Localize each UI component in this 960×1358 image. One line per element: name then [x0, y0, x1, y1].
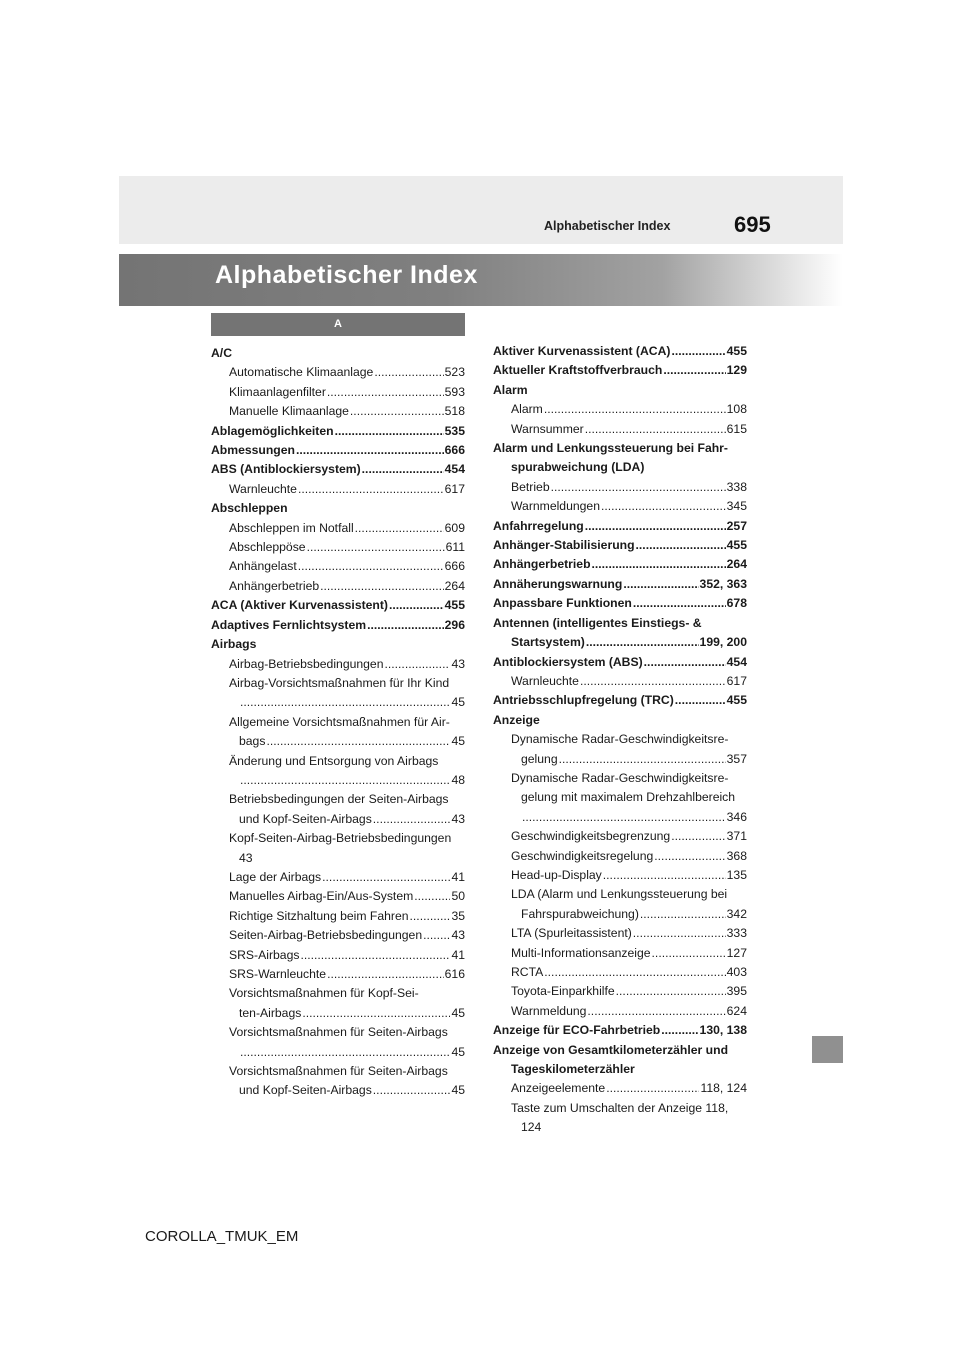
dot-leader — [296, 441, 444, 460]
dot-leader — [616, 982, 726, 1001]
entry-term: Fahrspurabweichung) — [521, 906, 639, 921]
index-entry — [493, 963, 747, 982]
entry-term: Anpassbare Funktionen — [493, 596, 632, 611]
dot-leader — [652, 944, 726, 963]
index-entry — [211, 616, 465, 635]
entry-term: Klimaanlagenfilter — [229, 384, 326, 399]
entry-page-number: 455 — [726, 693, 747, 708]
entry-term: ACA (Aktiver Kurvenassistent) — [211, 598, 388, 613]
entry-page-number: 535 — [444, 423, 465, 438]
entry-term: Ablagemöglichkeiten — [211, 423, 334, 438]
entry-page-number: 48 — [451, 772, 465, 787]
index-entry — [211, 363, 465, 382]
dot-leader — [675, 691, 726, 710]
dot-leader — [327, 965, 444, 984]
entry-term: und Kopf-Seiten-Airbags — [239, 811, 372, 826]
index-entry — [493, 536, 747, 555]
entry-page-number: 50 — [451, 889, 465, 904]
entry-page-number: 135 — [726, 867, 747, 882]
entry-term: Aktueller Kraftstoffverbrauch — [493, 363, 663, 378]
entry-term: Abschleppen — [211, 501, 288, 516]
index-entry — [211, 732, 465, 751]
index-entry — [211, 422, 465, 441]
dot-leader — [580, 672, 726, 691]
dot-leader — [385, 655, 451, 674]
entry-page-number: 264 — [444, 578, 465, 593]
index-entry — [211, 441, 465, 460]
dot-leader — [601, 497, 726, 516]
dot-leader — [663, 361, 725, 380]
entry-term: Seiten-Airbag-Betriebsbedingungen — [229, 928, 423, 943]
dot-leader — [633, 594, 726, 613]
index-entry — [493, 381, 747, 400]
entry-term: Dynamische Radar-Geschwindigkeitsre- — [511, 770, 729, 785]
index-entry — [493, 555, 747, 574]
document-code: COROLLA_TMUK_EM — [145, 1228, 299, 1245]
entry-page-number: 523 — [444, 365, 465, 380]
dot-leader — [335, 422, 444, 441]
dot-leader — [423, 926, 450, 945]
entry-page-number: 352, 363 — [699, 576, 747, 591]
index-entry — [493, 944, 747, 963]
entry-term: Betriebsbedingungen der Seiten-Airbags — [229, 792, 449, 807]
index-entry — [493, 1118, 747, 1137]
dot-leader — [307, 538, 445, 557]
entry-page-number: 611 — [445, 540, 465, 555]
entry-term: ten-Airbags — [239, 1005, 302, 1020]
dot-leader — [414, 887, 450, 906]
entry-page-number: 41 — [451, 869, 465, 884]
entry-page-number: 43 — [451, 811, 465, 826]
entry-term: Betrieb — [511, 479, 550, 494]
entry-term: Taste zum Umschalten der Anzeige 118, — [511, 1100, 729, 1115]
index-entry — [211, 674, 465, 693]
dot-leader — [592, 555, 726, 574]
index-entry — [493, 458, 747, 477]
entry-page-number: 455 — [444, 598, 465, 613]
entry-term: Vorsichtsmaßnahmen für Seiten-Airbags — [229, 1025, 448, 1040]
entry-page-number: 455 — [726, 344, 747, 358]
entry-term: Anhängerbetrieb — [493, 557, 591, 572]
entry-page-number: 617 — [726, 673, 747, 688]
index-entry — [211, 460, 465, 479]
entry-term: und Kopf-Seiten-Airbags — [239, 1083, 372, 1098]
index-entry — [211, 907, 465, 926]
entry-term: gelung mit maximalem Drehzahlbereich — [521, 790, 736, 805]
index-entry — [211, 1081, 465, 1100]
entry-page-number: 371 — [726, 829, 747, 844]
dot-leader — [671, 342, 725, 361]
entry-page-number: 617 — [444, 481, 465, 496]
dot-leader — [389, 596, 444, 615]
entry-page-number: 338 — [726, 479, 747, 494]
entry-page-number: 678 — [726, 596, 747, 611]
index-entry — [211, 965, 465, 984]
dot-leader — [623, 575, 698, 594]
entry-page-number: 454 — [444, 462, 465, 477]
entry-term: spurabweichung (LDA) — [511, 460, 645, 475]
index-entry — [493, 1099, 747, 1118]
entry-term: Anhängelast — [229, 559, 297, 574]
entry-term: Allgemeine Vorsichtsmaßnahmen für Air- — [229, 714, 450, 729]
entry-page-number: 264 — [726, 557, 747, 572]
entry-page-number: 45 — [451, 1005, 465, 1020]
index-entry — [493, 711, 747, 730]
entry-page-number: 296 — [444, 617, 465, 632]
dot-leader — [544, 963, 725, 982]
dot-leader — [587, 1002, 725, 1021]
entry-term: LDA (Alarm und Lenkungssteuerung bei — [511, 887, 728, 902]
entry-term: Antennen (intelligentes Einstiegs- & — [493, 615, 702, 630]
dot-leader — [355, 519, 444, 538]
index-entry — [211, 1004, 465, 1023]
entry-page-number: 342 — [726, 906, 747, 921]
entry-page-number: 199, 200 — [699, 635, 747, 650]
entry-page-number: 368 — [726, 848, 747, 863]
entry-term: Geschwindigkeitsbegrenzung — [511, 829, 671, 844]
entry-term: 43 — [239, 850, 253, 865]
entry-term: Richtige Sitzhaltung beim Fahren — [229, 908, 409, 923]
entry-term: Head-up-Display — [511, 867, 602, 882]
index-entry — [211, 984, 465, 1003]
index-entry — [211, 810, 465, 829]
index-entry — [211, 1023, 465, 1042]
entry-term: Aktiver Kurvenassistent (ACA) — [493, 344, 671, 358]
entry-page-number: 395 — [726, 984, 747, 999]
dot-leader — [654, 847, 725, 866]
dot-leader — [522, 808, 726, 827]
entry-term: Warnleuchte — [511, 673, 579, 688]
dot-leader — [322, 868, 450, 887]
entry-term: Anzeige von Gesamtkilometerzähler und — [493, 1042, 729, 1057]
dot-leader — [671, 827, 725, 846]
entry-term: gelung — [521, 751, 558, 766]
dot-leader — [559, 750, 726, 769]
index-entry — [493, 1002, 747, 1021]
entry-term: Anzeige für ECO-Fahrbetrieb — [493, 1023, 661, 1038]
entry-page-number: 593 — [444, 384, 465, 399]
index-entry — [211, 1062, 465, 1081]
entry-term: RCTA — [511, 965, 544, 979]
entry-page-number: 127 — [726, 945, 747, 960]
entry-page-number: 43 — [451, 928, 465, 943]
entry-term: bags — [239, 734, 266, 749]
entry-term: Anfahrregelung — [493, 518, 584, 533]
entry-term: A/C — [211, 346, 232, 360]
index-entry — [211, 1043, 465, 1062]
dot-leader — [544, 400, 726, 419]
index-entry — [493, 653, 747, 672]
entry-term: Alarm und Lenkungssteuerung bei Fahr- — [493, 441, 728, 456]
index-entry — [493, 866, 747, 885]
index-entry — [211, 383, 465, 402]
index-entry — [493, 575, 747, 594]
entry-term: Vorsichtsmaßnahmen für Seiten-Airbags — [229, 1064, 448, 1079]
entry-term: Anzeige — [493, 712, 540, 727]
entry-term: Lage der Airbags — [229, 869, 322, 884]
entry-term: Abmessungen — [211, 443, 295, 458]
index-entry — [211, 480, 465, 499]
entry-page-number: 666 — [444, 559, 465, 574]
dot-leader — [585, 517, 726, 536]
index-entry — [493, 905, 747, 924]
index-entry — [493, 982, 747, 1001]
entry-page-number: 615 — [726, 421, 747, 436]
entry-term: Manuelles Airbag-Ein/Aus-System — [229, 889, 414, 904]
dot-leader — [606, 1079, 699, 1098]
index-entry — [493, 1041, 747, 1060]
entry-term: SRS-Warnleuchte — [229, 967, 327, 981]
dot-leader — [327, 383, 444, 402]
index-entry — [493, 750, 747, 769]
index-entry — [493, 342, 747, 361]
entry-term: Warnmeldungen — [511, 499, 600, 514]
index-entry — [493, 478, 747, 497]
index-entry — [211, 344, 465, 363]
dot-leader — [373, 810, 451, 829]
index-entry — [493, 633, 747, 652]
index-entry — [211, 849, 465, 868]
index-entry — [211, 596, 465, 615]
dot-leader — [302, 1004, 450, 1023]
index-entry — [493, 1079, 747, 1098]
entry-page-number: 43 — [451, 656, 465, 671]
index-entry — [493, 808, 747, 827]
dot-leader — [586, 633, 699, 652]
entry-term: Änderung und Entsorgung von Airbags — [229, 753, 439, 768]
entry-term: Adaptives Fernlichtsystem — [211, 617, 367, 632]
index-entry — [493, 691, 747, 710]
entry-term: Vorsichtsmaßnahmen für Kopf-Sei- — [229, 986, 419, 1001]
entry-term: Antiblockiersystem (ABS) — [493, 654, 643, 669]
dot-leader — [585, 420, 726, 439]
entry-term: Toyota-Einparkhilfe — [511, 984, 615, 999]
index-entry — [493, 730, 747, 749]
index-entry — [493, 1060, 747, 1079]
index-entry — [211, 752, 465, 771]
entry-page-number: 118, 124 — [700, 1081, 747, 1096]
dot-leader — [367, 616, 444, 635]
index-entry — [493, 420, 747, 439]
page-number: 695 — [734, 212, 771, 237]
dot-leader — [374, 363, 443, 382]
entry-page-number: 616 — [444, 967, 465, 981]
entry-page-number: 257 — [726, 518, 747, 533]
entry-page-number: 345 — [726, 499, 747, 514]
index-entry — [211, 771, 465, 790]
index-entry — [493, 847, 747, 866]
entry-term: Warnsummer — [511, 421, 584, 436]
index-entry — [493, 614, 747, 633]
entry-term: SRS-Airbags — [229, 947, 300, 962]
index-entry — [211, 557, 465, 576]
dot-leader — [266, 732, 450, 751]
entry-page-number: 609 — [444, 520, 465, 535]
entry-term: Warnleuchte — [229, 481, 297, 496]
entry-term: 124 — [521, 1120, 542, 1135]
entry-term: Abschleppöse — [229, 540, 306, 555]
index-entry — [493, 400, 747, 419]
dot-leader — [298, 480, 444, 499]
entry-term: Abschleppen im Notfall — [229, 520, 354, 535]
dot-leader — [350, 402, 444, 421]
dot-leader — [644, 653, 726, 672]
index-entry — [493, 517, 747, 536]
index-entry — [211, 538, 465, 557]
entry-term: Airbag-Betriebsbedingungen — [229, 656, 384, 671]
index-entry — [211, 887, 465, 906]
entry-page-number: 346 — [726, 809, 747, 824]
index-entry — [493, 769, 747, 788]
entry-term: Alarm — [511, 402, 543, 417]
index-column-left — [211, 318, 465, 1101]
index-entry — [211, 829, 465, 848]
entry-page-number: 45 — [451, 1083, 465, 1098]
entry-term: Annäherungswarnung — [493, 576, 623, 591]
dot-leader — [661, 1021, 698, 1040]
entry-term: Anhänger-Stabilisierung — [493, 538, 635, 553]
entry-term: Anzeigeelemente — [511, 1081, 606, 1096]
index-entry — [211, 519, 465, 538]
entry-page-number: 455 — [726, 538, 747, 553]
dot-leader — [320, 577, 444, 596]
entry-term: Tageskilometerzähler — [511, 1062, 635, 1077]
dot-leader — [240, 1043, 450, 1062]
entry-term: Antriebsschlupfregelung (TRC) — [493, 693, 674, 708]
index-entry — [211, 655, 465, 674]
entry-term: Startsystem) — [511, 635, 585, 650]
index-entry — [211, 926, 465, 945]
index-entry — [211, 635, 465, 654]
index-entry — [493, 672, 747, 691]
entry-term: Alarm — [493, 382, 528, 397]
index-entry — [211, 868, 465, 887]
index-entry — [493, 361, 747, 380]
page-title: Alphabetischer Index — [215, 261, 478, 289]
header-title: Alphabetischer Index — [544, 219, 671, 233]
entry-term: Automatische Klimaanlage — [229, 365, 374, 380]
entry-term: Kopf-Seiten-Airbag-Betriebsbedingungen — [229, 831, 452, 846]
entry-term: Geschwindigkeitsregelung — [511, 848, 654, 863]
index-column-right — [493, 342, 747, 1138]
entry-page-number: 129 — [726, 363, 747, 378]
index-entry — [211, 713, 465, 732]
index-entry — [211, 499, 465, 518]
entry-page-number: 403 — [726, 965, 747, 979]
entry-page-number: 108 — [726, 402, 747, 417]
entry-page-number: 45 — [451, 695, 465, 710]
index-entry — [493, 439, 747, 458]
dot-leader — [603, 866, 726, 885]
section-letter-bar: A — [211, 313, 465, 336]
entry-term: Anhängerbetrieb — [229, 578, 320, 593]
entry-term: Manuelle Klimaanlage — [229, 404, 349, 419]
index-entry — [493, 788, 747, 807]
dot-leader — [362, 460, 444, 479]
entry-term: Warnmeldung — [511, 1003, 587, 1018]
dot-leader — [240, 693, 450, 712]
index-entry — [493, 827, 747, 846]
index-entry — [211, 946, 465, 965]
dot-leader — [636, 536, 726, 555]
entry-term: Airbags — [211, 637, 257, 652]
dot-leader — [640, 905, 726, 924]
entry-page-number: 518 — [444, 404, 465, 419]
dot-leader — [240, 771, 450, 790]
index-entry — [493, 924, 747, 943]
dot-leader — [373, 1081, 451, 1100]
entry-page-number: 45 — [451, 1044, 465, 1059]
index-entry — [493, 497, 747, 516]
entry-term: Multi-Informationsanzeige — [511, 945, 651, 960]
entry-page-number: 45 — [451, 734, 465, 749]
index-entry — [211, 693, 465, 712]
index-entry — [211, 577, 465, 596]
index-entry — [493, 885, 747, 904]
entry-page-number: 35 — [451, 908, 465, 923]
index-entry — [493, 1021, 747, 1040]
entry-term: ABS (Antiblockiersystem) — [211, 462, 361, 477]
entry-term: Dynamische Radar-Geschwindigkeitsre- — [511, 732, 729, 747]
dot-leader — [298, 557, 444, 576]
entry-page-number: 357 — [726, 751, 747, 766]
dot-leader — [551, 478, 726, 497]
dot-leader — [633, 924, 726, 943]
entry-page-number: 333 — [726, 926, 747, 941]
entry-page-number: 130, 138 — [699, 1023, 747, 1038]
index-entry — [211, 402, 465, 421]
entry-term: Airbag-Vorsichtsmaßnahmen für Ihr Kind — [229, 675, 450, 690]
entry-page-number: 454 — [726, 654, 747, 669]
index-entry — [211, 790, 465, 809]
dot-leader — [300, 946, 450, 965]
entry-term: LTA (Spurleitassistent) — [511, 926, 632, 941]
dot-leader — [410, 907, 451, 926]
thumb-index-tab — [812, 1036, 843, 1063]
index-entry — [493, 594, 747, 613]
entry-page-number: 666 — [444, 443, 465, 458]
entry-page-number: 41 — [451, 947, 465, 962]
entry-page-number: 624 — [726, 1003, 747, 1018]
